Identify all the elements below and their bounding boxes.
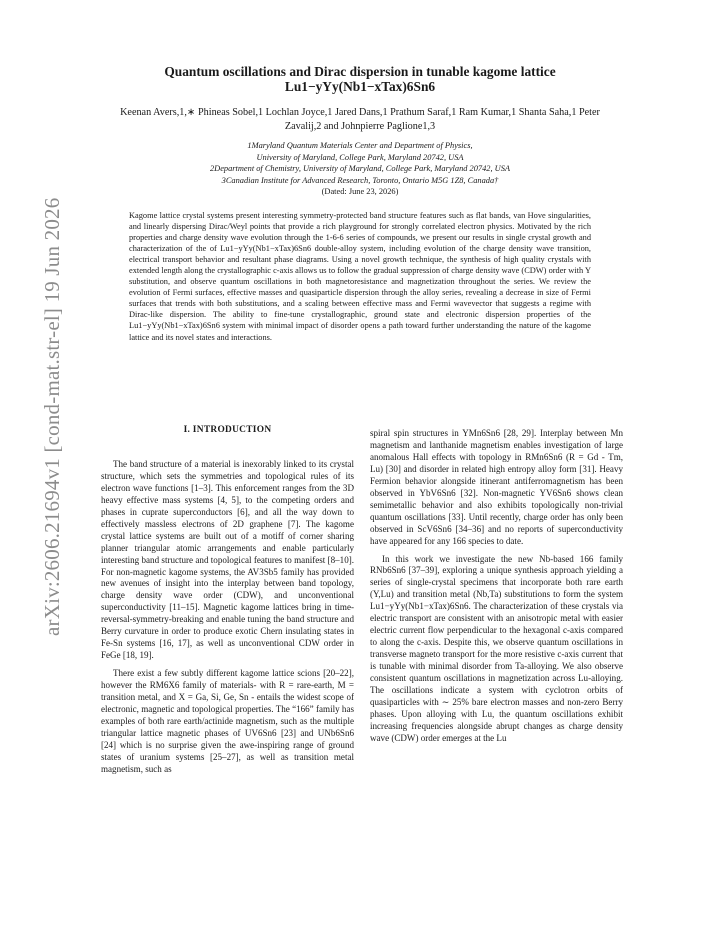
right-column [370, 428, 623, 751]
intro-paragraph-1: The band structure of a material is inexorably linked to its crystal structure, which sets the symmetries and topological rules of its electron wave functions [1–3]. This enforcement ranges from the 3D heavy effective mass systems [4, 5], to the competing orders and phases in cuprate superconductors [6], and all the way down to effectively massless electrons of 2D graphene [7]. The kagome crystal lattice systems are built out of a motiff of corner sharing planner triangular atomic arrangements and enable particularly interesting band structure and topological features to manifest [8–10]. For non-magnetic kagome systems, the AV3Sb5 family has provided new avenues of insight into the interplay between band topology, charge density wave order (CDW), and unconventional superconductivity [11–15]. Magnetic kagome lattices bring in time-reversal-symmetry-breaking and enable tuning the band structure and Berry curvature in order to produce exotic Chern insulating states in Fe-Sn systems [16, 17], as well as unconventional CDW order in FeGe [18, 19]. [101, 458, 354, 661]
affiliation-2: 2Department of Chemistry, University of Maryland, College Park, Maryland 20742, USA [209, 164, 511, 173]
abstract: Kagome lattice crystal systems present interesting symmetry-protected band structure features such as flat bands, van Hove singularities, and linearly dispersing Dirac/Weyl points that provide a rich playground for strongly correlated electron physics. Motivated by the rich properties and charge density wave evolution through the 1-6-6 series of compounds, we present our results in single crystal growth and characterization of the of Lu1−yYy(Nb1−xTax)6Sn6 double-alloy system, including evolution of the charge density wave transition, electrical transport behavior and resultant phase diagrams. Using a novel growth technique, the synthesis of high quality crystals with extended length along the crystallographic c-axis allows us to follow the gradual suppression of charge density wave (CDW) order with Y substitution, and observe quantum oscillations in both magnetoresistance and magnetization throughout the series. We review the evolution of Fermi surfaces, effective masses and quasiparticle dispersion through the alloy series, revealing a decrease in size of Fermi surfaces that trends with both substitutions, and a scaling between effective mass and Fermi wavevector that suggests a regime with Dirac-like dispersion. The ability to fine-tune crystallographic, ground state and electronic dispersion properties of the Lu1−yYy(Nb1−xTax)6Sn6 system with minimal impact of disorder opens a path toward further understanding the nature of the kagome lattice and its novel states and interactions. [129, 211, 591, 342]
paper-title-line-2: Lu1−yYy(Nb1−xTax)6Sn6 [284, 79, 436, 94]
affiliation-1b: University of Maryland, College Park, Maryland 20742, USA [256, 152, 464, 162]
intro-paragraph-2: There exist a few subtly different kagome lattice scions [20–22], however the RM6X6 family of materials- with R = rare-earth, M = transition metal, and X = Ga, Si, Ge, Sn - entails the widest scope of electronic, magnetic and topological properties. The “166” family has examples of both rare earth/actinide magnetism, such as the multiple triangular lattice magnetic phases of UV6Sn6 [23] and UNb6Sn6 [24] which is no surprise given the awe-inspiring range of ground states of uranium systems [25–27], as well as transition metal magnetism, such as [101, 668, 354, 774]
section-heading-introduction: I. INTRODUCTION [183, 425, 272, 435]
affiliation-1a: 1Maryland Quantum Materials Center and Department of Physics, [247, 141, 473, 150]
author-list: Keenan Avers,1,∗ Phineas Sobel,1 Lochlan Joyce,1 Jared Dans,1 Prathum Saraf,1 Ram Kumar,1 Shanta Saha,1 Peter Zavalij,2 and Johnpierre Paglione1,3 [120, 107, 600, 132]
arxiv-identifier-stamp: arXiv:2606.21694v1 [cond-mat.str-el] 19 Jun 2026 [40, 197, 64, 636]
dated-line: (Dated: June 23, 2026) [321, 187, 399, 196]
affiliation-3: 3Canadian Institute for Advanced Research, Toronto, Ontario M5G 1Z8, Canada† [221, 175, 499, 185]
affiliations [110, 140, 610, 198]
intro-paragraph-3: spiral spin structures in YMn6Sn6 [28, 29]. Interplay between Mn magnetism and lanthanide magnetism enables investigation of large anomalous Hall effects with topology in RMn6Sn6 (R = Gd - Tm, Lu) [30] and disorder in related high entropy alloy form [31]. Heavy Fermion behavior alongside itinerant antiferromagnetism has been observed in YbV6Sn6 [32]. Non-magnetic YV6Sn6 shows clean semimetallic behavior and also exhibits topologically non-trivial quantum oscillations [33]. Until recently, charge order has only been observed in ScV6Sn6 [34–36] and no reports of superconductivity have appeared for any 166 species to date. [370, 428, 623, 546]
left-column [101, 425, 354, 782]
paper-title-line-1: Quantum oscillations and Dirac dispersion in tunable kagome lattice [164, 64, 556, 79]
intro-paragraph-4: In this work we investigate the new Nb-based 166 family RNb6Sn6 [37–39], exploring a unique synthesis approach yielding a series of single-crystal specimens that incorporate both rare earth (Y,Lu) and transition metal (Nb,Ta) substitutions to form the system Lu1−yYy(Nb1−xTax)6Sn6. The characterization of these crystals via electric transport are consistent with an anisotropic metal with easier electric current flow perpendicular to the hexagonal c-axis compared to along the c-axis. Despite this, we observe quantum oscillations in transverse magneto transport for the more resistive c-axis current that is tunable with minimal disorder from Ta-alloying. We also observe consistent quantum oscillations in magnetization across Lu-alloying. The oscillations indicate a system with cyclotron orbits of quasiparticles with ∼ 25% bare electron masses and non-zero Berry phases. Upon alloying with Lu, the quantum oscillations exhibit increasing frequencies alongside abrupt changes as charge density wave (CDW) order emerges at the Lu [370, 553, 623, 743]
